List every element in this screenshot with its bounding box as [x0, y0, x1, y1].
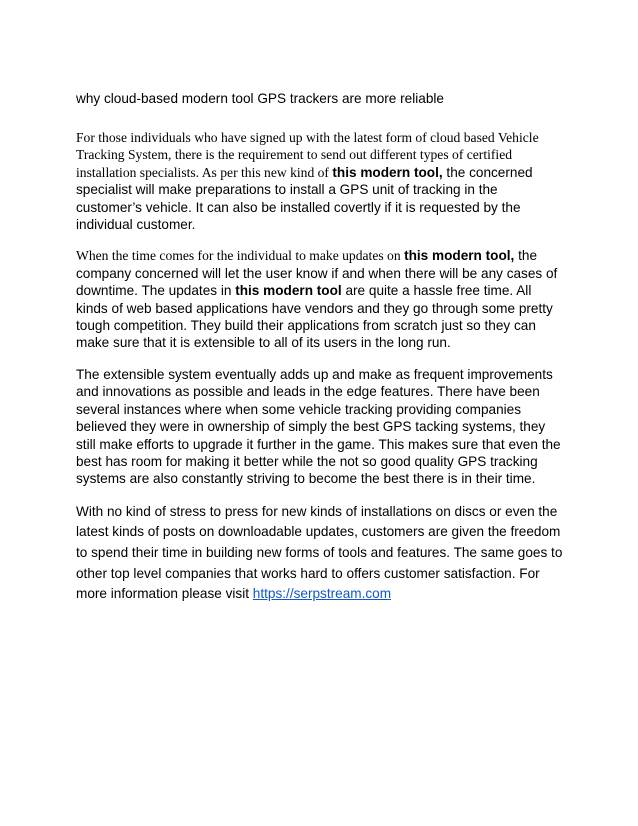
- serpstream-link[interactable]: https://serpstream.com: [252, 586, 392, 602]
- paragraph-2-rest: are quite a hassle free time. All kinds of web based applications have vendors and they go through some pretty tough competition. They build their applications from scratch just so they can make sure that it is extensible to all of its users in the long run.: [76, 283, 553, 351]
- paragraph-1-rest: the concerned specialist will make preparations to install a GPS unit of tracking in the customer’s vehicle. It can also be installed covertly if it is requested by the individual customer.: [76, 164, 533, 233]
- paragraph-2-mid: the company concerned will let the user know if and when there will be any cases of downtime. The updates in: [76, 248, 558, 299]
- paragraph-4-text: With no kind of stress to press for new kinds of installations on discs or even the latest kinds of posts on downloadable updates, customers are given the freedom to spend their time in building new forms of tools and features. The same goes to other top level companies that works hard to offers customer satisfaction. For more information please visit: [76, 503, 563, 602]
- paragraph-1: [76, 129, 564, 233]
- paragraph-2: [76, 247, 564, 351]
- paragraph-1-bold: this modern tool,: [332, 164, 443, 180]
- paragraph-1-intro: For those individuals who have signed up with the latest form of cloud based Vehicle Tracking System, there is the requirement to send out different types of certified installation specialists. As per this new kind of: [76, 130, 539, 180]
- paragraph-2-intro: When the time comes for the individual to make updates on: [76, 248, 405, 264]
- paragraph-3: The extensible system eventually adds up and make as frequent improvements and innovations as possible and leads in the edge features. There have been several instances where when some vehicle tracking providing companies believed they were in ownership of simply the best GPS tacking systems, they still make efforts to upgrade it further in the game. This makes sure that even the best has room for making it better while the not so good quality GPS tracking systems are also constantly striving to become the best there is in their time.: [76, 366, 561, 487]
- paragraph-2-bold-2: this modern tool: [235, 283, 342, 299]
- document-title: why cloud-based modern tool GPS trackers are more reliable: [76, 91, 444, 106]
- document-page: [76, 90, 564, 619]
- paragraph-4: [76, 502, 564, 605]
- paragraph-2-bold-1: this modern tool,: [404, 248, 515, 264]
